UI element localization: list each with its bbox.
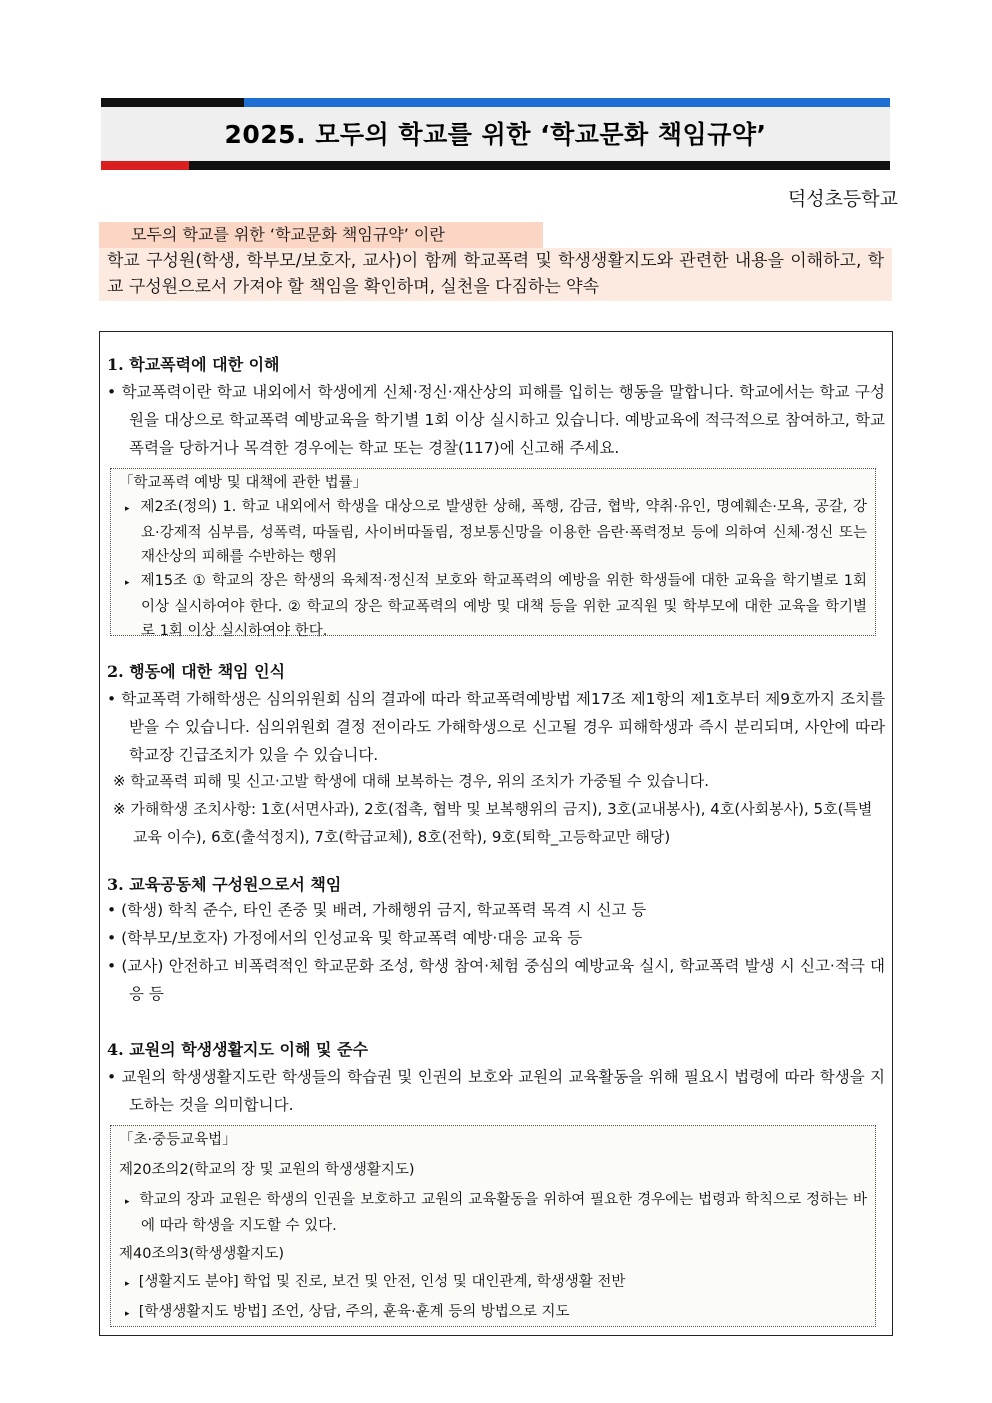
section4-paragraph [107, 1063, 885, 1119]
triangle-bullet-icon: ▸ [125, 1309, 130, 1319]
page-title: 2025. 모두의 학교를 위한 ‘학교문화 책임규약’ [224, 120, 767, 149]
section2-heading: 2. 행동에 대한 책임 인식 [107, 662, 286, 681]
triangle-bullet-icon: ▸ [125, 1279, 130, 1289]
article-title: 제40조의3(학생생활지도) [119, 1246, 285, 1262]
law-item: ▸ [학생생활지도 방법] 조언, 상담, 주의, 훈육·훈계 등의 방법으로 지도 [125, 1304, 570, 1320]
banner-top-black-bar [101, 98, 244, 107]
section3-item: • (학생) 학칙 준수, 타인 존중 및 배려, 가해행위 금지, 학교폭력 목격 시 신고 등 [107, 901, 647, 919]
banner-bottom-black-bar [189, 161, 890, 170]
section1-bullet: • 학교폭력이란 학교 내외에서 학생에게 신체·정신·재산상의 피해를 입히는 행동을 말합니다. 학교에서는 학교 구성원을 대상으로 학교폭력 예방교육을 학기별 1회 이상 실시하고 있습니다. 예방교육에 적극적으로 참여하고, 학교폭력을 당하거나 목격한 경우에는 학교 또는 경찰(117)에 신고해 주세요. [107, 383, 885, 457]
triangle-bullet-icon: ▸ [125, 504, 130, 514]
section2-note-2: ※ 가해학생 조치사항: 1호(서면사과), 2호(접촉, 협박 및 보복행위의 금지), 3호(교내봉사), 4호(사회봉사), 5호(특별교육 이수), 6호(출석정지), 7호(학급교체), 8호(전학), 9호(퇴학_고등학교만 해당) [113, 800, 873, 846]
section2-paragraph [107, 685, 885, 769]
section4-heading: 4. 교원의 학생생활지도 이해 및 준수 [107, 1040, 368, 1059]
banner-top-blue-bar [244, 98, 890, 107]
law-box-education-act [110, 1125, 876, 1327]
law-box-school-violence [110, 468, 876, 639]
section3-heading: 3. 교육공동체 구성원으로서 책임 [107, 875, 342, 894]
article-title: 제20조의2(학교의 장 및 교원의 학생생활지도) [119, 1162, 415, 1178]
section1-paragraph [107, 378, 885, 462]
section2-note-1: ※ 학교폭력 피해 및 신고·고발 학생에 대해 보복하는 경우, 위의 조치가 가중될 수 있습니다. [113, 772, 710, 790]
law-title: 「초·중등교육법」 [119, 1132, 237, 1148]
law-item: ▸ [생활지도 분야] 학업 및 진로, 보건 및 안전, 인성 및 대인관계, 학생생활 전반 [125, 1274, 626, 1290]
triangle-bullet-icon: ▸ [125, 1197, 130, 1207]
triangle-bullet-icon: ▸ [125, 578, 130, 588]
section3-item: • (학부모/보호자) 가정에서의 인성교육 및 학교폭력 예방·대응 교육 등 [107, 929, 583, 947]
section2-bullet: • 학교폭력 가해학생은 심의위원회 심의 결과에 따라 학교폭력예방법 제17조 제1항의 제1호부터 제9호까지 조치를 받을 수 있습니다. 심의위원회 결정 전이라도 가해학생으로 신고될 경우 피해학생과 즉시 분리되며, 사안에 따라 학교장 긴급조치가 있을 수 있습니다. [107, 690, 885, 764]
intro-label: 모두의 학교를 위한 ‘학교문화 책임규약’ 이란 [99, 222, 543, 248]
law-item: ▸ 제2조(정의) 1. 학교 내외에서 학생을 대상으로 발생한 상해, 폭행, 감금, 협박, 약취·유인, 명예훼손·모욕, 공갈, 강요·강제적 심부름, 성폭력, 따돌림, 사이버따돌림, 정보통신망을 이용한 음란·폭력정보 등에 의하여 신체·정신 또는 재산상의 피해를 수반하는 행위 [125, 499, 868, 565]
section4-bullet: • 교원의 학생생활지도란 학생들의 학습권 및 인권의 보호와 교원의 교육활동을 위해 필요시 법령에 따라 학생을 지도하는 것을 의미합니다. [107, 1068, 885, 1114]
law-item: ▸ 제15조 ① 학교의 장은 학생의 육체적·정신적 보호와 학교폭력의 예방을 위한 학생들에 대한 교육을 학기별로 1회 이상 실시하여야 한다. ② 학교의 장은 학교폭력의 예방 및 대책 등을 위한 교직원 및 학부모에 대한 교육을 학기별로 1회 이상 실시하여야 한다. [125, 573, 868, 639]
section1-heading: 1. 학교폭력에 대한 이해 [107, 355, 280, 374]
title-banner [101, 98, 890, 170]
law-title: 「학교폭력 예방 및 대책에 관한 법률」 [119, 475, 368, 491]
school-name: 덕성초등학교 [787, 188, 898, 210]
intro-text: 학교 구성원(학생, 학부모/보호자, 교사)이 함께 학교폭력 및 학생생활지도와 관련한 내용을 이해하고, 학교 구성원으로서 가져야 할 책임을 확인하며, 실천을 다짐하는 약속 [99, 248, 892, 301]
banner-bottom-red-bar [101, 161, 189, 170]
section2-notes [113, 767, 884, 851]
section3-list [107, 896, 885, 1008]
law-item: ▸ 학교의 장과 교원은 학생의 인권을 보호하고 교원의 교육활동을 위하여 필요한 경우에는 법령과 학칙으로 정하는 바에 따라 학생을 지도할 수 있다. [125, 1192, 868, 1234]
main-content-box [99, 331, 893, 1336]
section3-item: • (교사) 안전하고 비폭력적인 학교문화 조성, 학생 참여·체험 중심의 예방교육 실시, 학교폭력 발생 시 신고·적극 대응 등 [107, 957, 885, 1003]
